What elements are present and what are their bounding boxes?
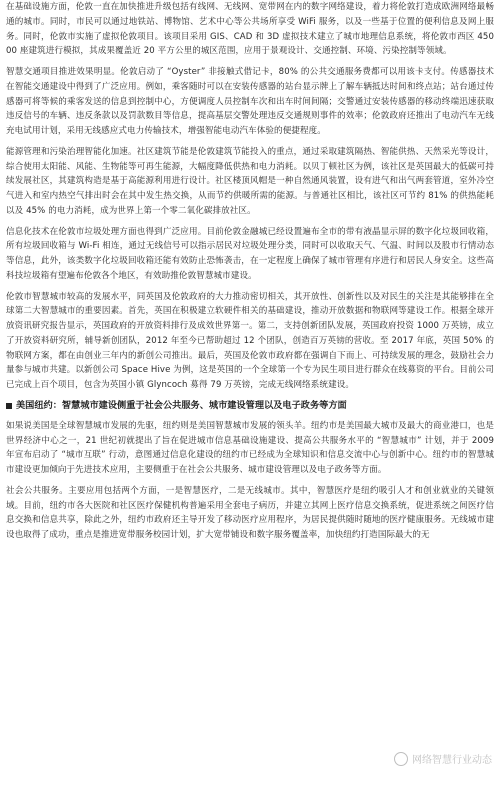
watermark-text: 网络智慧行业动态 (412, 755, 492, 766)
section-heading-text: 美国纽约：智慧城市建设侧重于社会公共服务、城市建设管理以及电子政务等方面 (16, 399, 347, 411)
paragraph-infrastructure: 在基础设施方面，伦敦一直在加快推进升级包括有线网、无线网、宽带网在内的数字网络建设，着力将伦敦打造成欧洲网络最畅通的城市。同时，市民可以通过地铁站、博物馆、艺术中心等公共场所享受 WiFi 服务，以及一些基于位置的便利信息及网上服务。同时，伦敦市实施了虚拟伦敦项目。该项目采用 GIS、CAD 和 3D 虚拟技术建立了城市地理信息系统，将伦敦市西区 45000 座建筑进行模拟，其成果覆盖近 20 平方公里的城区范围，应用于景观设计、交通控制、环境、污染控制等领域。 (6, 2, 494, 57)
square-bullet-icon (6, 403, 12, 409)
paragraph-london-summary: 伦敦市智慧城市较高的发展水平，同英国及伦敦政府的大力推动密切相关，其开放性、创新性以及对民生的关注是其能够排在全球第二大智慧城市的重要因素。首先，英国在积极建立软硬件相关的基础建设，推动开放数据和物联网等建设工作。根据全球开放资讯研究报告显示，英国政府的开放资料排行及成效世界第一。第二，支持创新团队发展，英国政府投资 1000 万英镑，成立了开放资料研究所，辅导新创团队，2012 年至今已帮助超过 12 个团队，创造百万英镑的营收。至 2017 年底，英国 50% 的物联网方案，都在由创业三年内的新创公司推出。最后，英国及伦敦市政府都在强调自下而上、可持续发展的理念，鼓励社会力量参与城市共建。以新创公司 Space Hive 为例，这是英国的一个全球第一个专为民生项目进行群众在线募资的平台。目前公司已完成上百个项目，包含为英国小镇 Glyncoch 募得 79 万英镑，完成无线网络系统建设。 (6, 291, 494, 390)
paragraph-new-york-intro: 如果说美国是全球智慧城市发展的先驱，纽约则是美国智慧城市发展的领头羊。纽约市是美国最大城市及最大的商业港口，也是世界经济中心之一，21 世纪初就提出了旨在促进城市信息基础设施建设、提高公共服务水平的 “智慧城市” 计划，并于 2009 年宣布启动了 “城市互联” 行动，意图通过信息化建设的纽约市已经成为全球知识和信息交流中心与创新中心。纽约市的智慧城市建设更加倾向于先进技术应用，主要侧重于在社会公共服务、城市建设管理以及电子政务等方面。 (6, 420, 494, 475)
paragraph-energy-management: 能源管理和污染治理智能化加速。社区建筑节能是伦敦建筑节能投入的重点，通过采取建筑隔热、智能供热、天然采光等设计，综合使用太阳能、风能、生物能等可再生能源，大幅度降低供热和电力消耗。以贝丁顿社区为例，该社区是英国最大的低碳可持续发展社区，其建筑构造是基于高能源利用进行设计。社区楼顶风帽是一种自然通风装置，设有进气和出气两套管道，室外冷空气进入和室内热空气排出时会在其中发生热交换，从而节约供暖所需的能源。与普通社区相比，该社区可节约 81% 的供热能耗以及 45% 的电力消耗，成为世界上第一个零二氧化碳排放社区。 (6, 146, 494, 216)
paragraph-smart-transport: 智慧交通项目推进效果明显。伦敦启动了 “Oyster” 非接触式借记卡，80% 的公共交通服务费都可以用该卡支付。传感器技术在智能交通建设中得到了广泛应用。例如，乘客随时可以在安装传感器的站台显示牌上了解车辆抵达时间和终点站；站台通过传感器可将等候的乘客发送的信息到控制中心，方便调度人员控制车次和出车时间间隔；交警通过安装传感器的移动终端迅速获取违反信号的车辆、违反条款以及罚款数目等信息，提高基层交警处理违反交通规则事件的效率；伦敦政府还推出了电动汽车无线充电试用计划，采用无线感应式电力传输技术，增强智能电动汽车体验的便捷程度。 (6, 67, 494, 136)
section-heading-new-york (6, 399, 494, 413)
paragraph-waste-processing: 信息化技术在伦敦市垃圾处理方面也得到广泛应用。目前伦敦金融城已经设置遍布全市的带有液晶显示屏的数字化垃圾回收箱，所有垃圾回收箱与 Wi-Fi 相连，通过无线信号可以指示居民对垃圾处理分类，同时可以收取天气、气温、时间以及股市行情动态等信息，此外，该类数字化垃圾回收箱还能有效防止恐怖袭击，在一定程度上确保了城市管理有序进行和居民人身安全。这些高科技垃圾箱有望遍布伦敦各个地区，有效助推伦敦智慧城市建设。 (6, 226, 494, 281)
paragraph-public-services: 社会公共服务。主要应用包括两个方面，一是智慧医疗，二是无线城市。其中，智慧医疗是纽约吸引人才和创业就业的关键领域。目前，纽约市各大医院和社区医疗保健机构普遍采用全套电子病历，并建立其网上医疗信息交换系统，促进系统之间医疗信息交换和信息共享，除此之外，纽约市政府还主导开发了移动医疗应用程序，为居民提供随时随地的医疗健康服务。无线城市建设也取得了成功，重点是推进宽带服务校园计划，扩大宽带铺设和数字服务覆盖率，加快纽约打造国际最大的无 (6, 485, 494, 540)
